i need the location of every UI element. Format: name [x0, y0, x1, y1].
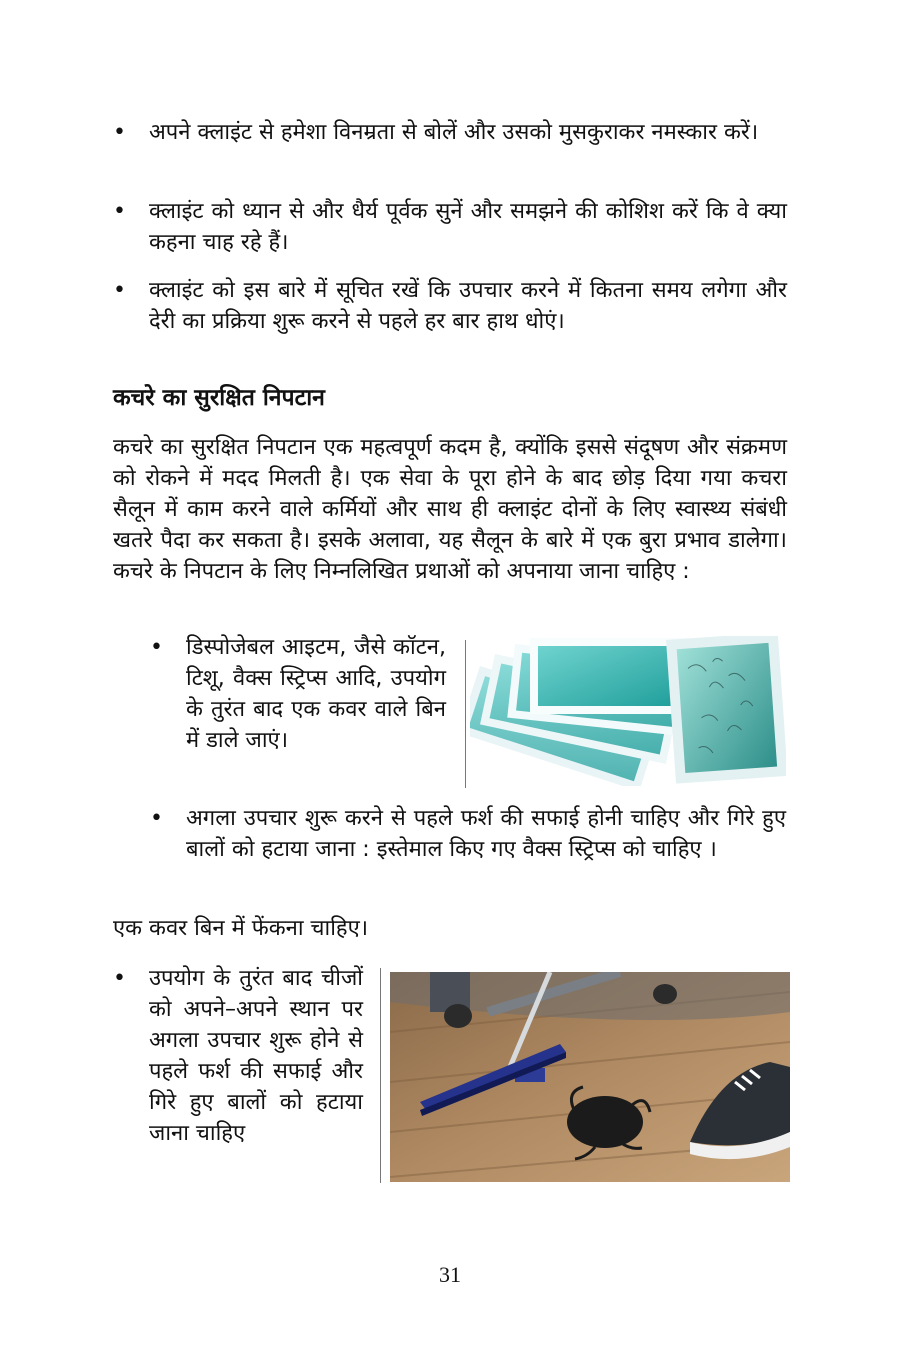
bullet-text: क्लाइंट को ध्यान से और धैर्य पूर्वक सुनें और समझने की कोशिश करें कि वे क्या कहना चाह रहे हैं। [149, 199, 787, 255]
bullet-marker: • [113, 966, 126, 991]
bullet-text: क्लाइंट को इस बारे में सूचित रखें कि उपचार करने में कितना समय लगेगा और देरी का प्रक्रिया शुरू करने से पहले हर बार हाथ धोएं। [149, 278, 787, 334]
bullet-item [150, 803, 787, 865]
bullet-text: उपयोग के तुरंत बाद चीजों को अपने–अपने स्थान पर अगला उपचार शुरू होने से पहले फर्श की सफाई और गिरे हुए बालों को हटाया जाना चाहिए [149, 966, 363, 1146]
page-number: 31 [439, 1262, 461, 1287]
wax-strips-image [470, 636, 786, 786]
bullet-marker: • [150, 806, 163, 831]
bullet-item [113, 963, 363, 1149]
bullet-marker: • [113, 120, 126, 145]
bullet-item [150, 632, 448, 756]
bullet-marker: • [113, 278, 126, 303]
bullet-text: डिस्पोजेबल आइटम, जैसे कॉटन, टिशू, वैक्स स्ट्रिप्स आदि, उपयोग के तुरंत बाद एक कवर वाले बिन में डाले जाएं। [186, 635, 446, 753]
floor-sweeping-image [390, 972, 790, 1182]
section-heading: कचरे का सुरक्षित निपटान [113, 385, 325, 411]
standalone-line: एक कवर बिन में फेंकना चाहिए। [113, 916, 369, 941]
wax-strips-illustration [470, 636, 786, 786]
floor-sweeping-illustration [390, 972, 790, 1182]
body-paragraph: कचरे का सुरक्षित निपटान एक महत्वपूर्ण कदम है, क्योंकि इससे संदूषण और संक्रमण को रोकने में मदद मिलती है। एक सेवा के पूरा होने के बाद छोड़ दिया गया कचरा सैलून में काम करने वाले कर्मियों और साथ ही क्लाइंट दोनों के लिए स्वास्थ्य संबंधी खतरे पैदा कर सकता है। इसके अलावा, यह सैलून के बारे में एक बुरा प्रभाव डालेगा। कचरे के निपटान के लिए निम्नलिखित प्रथाओं को अपनाया जाना चाहिए : [113, 435, 787, 584]
bullet-item [113, 196, 787, 258]
bullet-marker: • [113, 199, 126, 224]
image-divider [465, 640, 466, 788]
bullet-item [113, 117, 787, 148]
bullet-marker: • [150, 635, 163, 660]
bullet-item [113, 275, 787, 337]
bullet-text: अगला उपचार शुरू करने से पहले फर्श की सफाई होनी चाहिए और गिरे हुए बालों को हटाया जाना : इस्तेमाल किए गए वैक्स स्ट्रिप्स को चाहिए । [186, 806, 786, 862]
bullet-text: अपने क्लाइंट से हमेशा विनम्रता से बोलें और उसको मुसकुराकर नमस्कार करें। [149, 120, 759, 145]
image-divider [380, 968, 381, 1183]
